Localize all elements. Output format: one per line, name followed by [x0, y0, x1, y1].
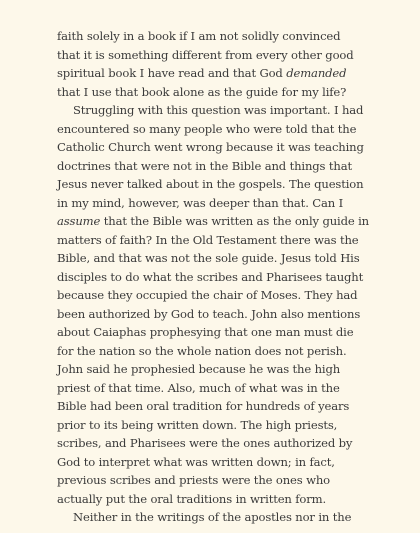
- text-run: disciples to do what the scribes and Pharisees taught: [57, 269, 364, 284]
- italic-text-run: demanded: [286, 66, 347, 80]
- text-run: Jesus never talked about in the gospels. The question: [57, 177, 364, 191]
- text-run: Neither in the writings of the apostles nor in the: [73, 510, 352, 524]
- text-run: Catholic Church went wrong because it was teaching: [57, 140, 364, 154]
- text-line: [57, 360, 393, 379]
- text-run: spiritual book I have read and that God: [57, 66, 287, 80]
- text-line: [57, 453, 393, 472]
- text-run: prior to its being written down. The high priests,: [57, 417, 338, 432]
- text-line: [57, 120, 393, 139]
- text-line: [57, 323, 393, 342]
- text-line: [57, 471, 393, 490]
- text-run: Bible, and that was not the sole guide. Jesus told His: [57, 251, 360, 265]
- text-run: because they occupied the chair of Moses. They had: [57, 288, 358, 302]
- text-run: that the Bible was written as the only guide in: [100, 214, 370, 228]
- text-run: doctrines that were not in the Bible and things that: [57, 158, 352, 173]
- text-line: [57, 27, 393, 46]
- text-line: [57, 175, 393, 194]
- text-run: previous scribes and priests were the ones who: [57, 473, 330, 487]
- text-line: [57, 231, 393, 250]
- text-run: about Caiaphas prophesying that one man must die: [57, 325, 354, 339]
- text-line: [57, 286, 393, 305]
- text-line: [57, 434, 393, 453]
- text-line: [57, 397, 393, 416]
- text-line: [57, 101, 393, 120]
- text-line: [57, 508, 393, 527]
- text-line: [57, 64, 393, 83]
- text-line: [57, 138, 393, 157]
- text-run: that I use that book alone as the guide for my life?: [57, 84, 347, 99]
- text-run: John said he prophesied because he was the high: [57, 362, 341, 376]
- paragraph-2: [57, 101, 393, 508]
- text-line: [57, 212, 393, 231]
- text-run: in my mind, however, was deeper than that. Can I: [57, 195, 344, 210]
- text-run: been authorized by God to teach. John also mentions: [57, 306, 361, 321]
- text-run: faith solely in a book if I am not solidly convinced: [57, 29, 341, 43]
- italic-text-run: assume: [57, 214, 101, 228]
- book-page: [57, 27, 393, 527]
- paragraph-1: [57, 27, 393, 101]
- text-line: [57, 46, 393, 65]
- text-run: Struggling with this question was important. I had: [73, 103, 364, 117]
- text-line: [57, 490, 393, 509]
- text-line: [57, 379, 393, 398]
- text-run: matters of faith? In the Old Testament there was the: [57, 232, 359, 247]
- text-run: scribes, and Pharisees were the ones authorized by: [57, 436, 353, 450]
- text-line: [57, 305, 393, 324]
- text-run: encountered so many people who were told that the: [57, 121, 357, 136]
- text-line: [57, 268, 393, 287]
- text-run: that it is something different from every other good: [57, 47, 354, 62]
- text-run: Bible had been oral tradition for hundreds of years: [57, 399, 350, 413]
- text-line: [57, 416, 393, 435]
- text-run: priest of that time. Also, much of what was in the: [57, 380, 340, 395]
- text-line: [57, 157, 393, 176]
- text-line: [57, 342, 393, 361]
- text-line: [57, 249, 393, 268]
- text-line: [57, 194, 393, 213]
- text-run: for the nation so the whole nation does not perish.: [57, 343, 347, 358]
- paragraph-3: [57, 508, 393, 527]
- text-run: God to interpret what was written down; in fact,: [57, 454, 335, 469]
- text-run: actually put the oral traditions in written form.: [57, 491, 327, 506]
- text-line: [57, 83, 393, 102]
